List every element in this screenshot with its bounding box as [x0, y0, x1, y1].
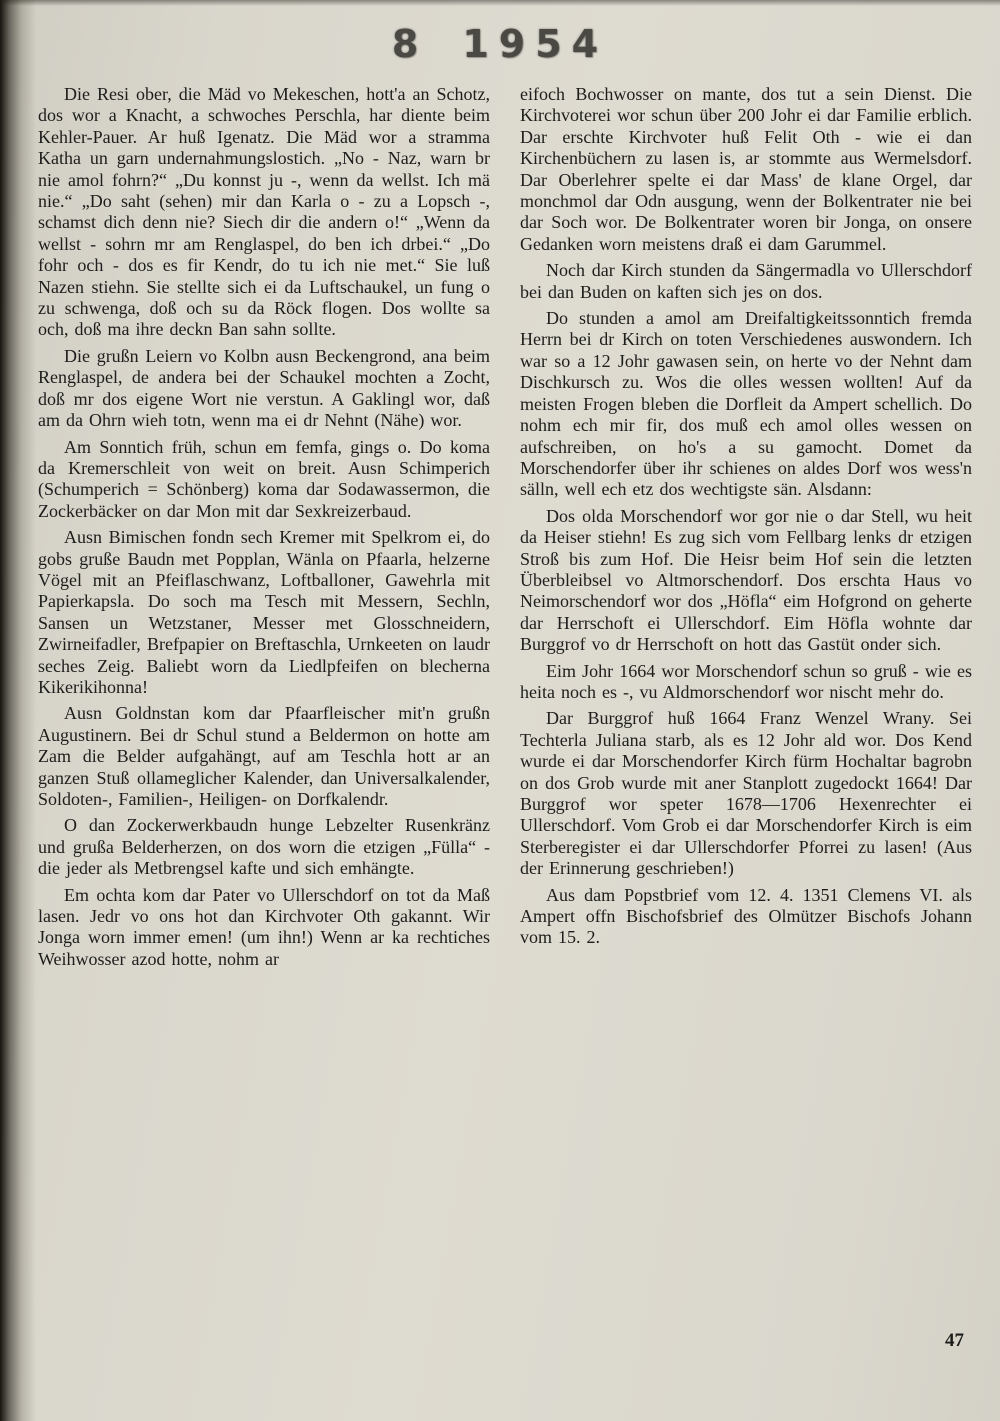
paragraph: Ausn Goldnstan kom dar Pfaarfleischer mit'n grußn Augustinern. Bei dr Schul stund a Beldermon on hotte am Zam die Belder aufgahängt, auf am Teschla hott ar an ganzen Stuß ollameglicher Kalender, dan Universalkalender, Soldoten-, Familien-, Heiligen- on Dorfkalendr. [38, 703, 490, 809]
page-number: 47 [945, 1330, 964, 1351]
paragraph: Ausn Bimischen fondn sech Kremer mit Spelkrom ei, do gobs gruße Baudn met Popplan, Wänla on Pfaarla, helzerne Vögel mit an Pfeiflaschwanz, Loftballoner, Gawehrla mit Papierkapsla. Do soch ma Tesch mit Messern, Sechln, Sansen un Wetzstaner, Messer met Glosschneidern, Zwirneifadler, Brefpapier on Breftaschla, Urnkeeten on laudr seches Zeig. Baliebt worn da Liedlpfeifen on blecherna Kikerikihonna! [38, 527, 490, 697]
paragraph: Am Sonntich früh, schun em femfa, gings o. Do koma da Kremerschleit von weit on breit. Ausn Schimperich (Schumperich = Schönberg) koma dar Sodawassermon, die Zockerbäcker on dar Mon mit dar Sexkreizerbaud. [38, 436, 490, 521]
paragraph: O dan Zockerwerkbaudn hunge Lebzelter Rusenkränz und grußa Belderherzen, on dos worn die etzigen „Fülla“ - die jeder als Metbrengsel kafte und sich emhängte. [38, 815, 490, 879]
paragraph: eifoch Bochwosser on mante, dos tut a sein Dienst. Die Kirchvoterei wor schun über 200 Johr ei dar Familie erblich. Dar erschte Kirchvoter huß Felit Oth - wie ei dan Kirchenbüchern zu lasen is, ar stommte aus Wermelsdorf. Dar Oberlehrer spelte ei dar Mass' de klane Orgel, dar monchmol dar Odn ausgung, wenn der Bolkentrater nie bei dar Soch wor. De Bolkentrater woren bir Jonga, on onsere Gedanken worn meistens draß ei dam Garummel. [520, 84, 972, 254]
paragraph: Aus dam Popstbrief vom 12. 4. 1351 Clemens VI. als Ampert offn Bischofsbrief des Olmützer Bischofs Johann vom 15. 2. [520, 884, 972, 948]
paragraph: Noch dar Kirch stunden da Sängermadla vo Ullerschdorf bei dan Buden on kaften sich jes on dos. [520, 260, 972, 302]
left-column [38, 84, 490, 975]
header-stamp [0, 22, 1000, 66]
paragraph: Dos olda Morschendorf wor gor nie o dar Stell, wu heit da Heiser stiehn! Es zug sich vom Fellbarg lenks dr etzigen Stroß bis zum Hof. Die Heisr beim Hof sein die letzten Überbleibsel vo Altmorschendorf. Dos erschta Haus vo Neimorschendorf wor dos „Höfla“ eim Hofgrond on geherte dar Herrschoft ei Ullerschdorf. Eim Höfla wohnte dar Burggrof vo dr Herrschoft on hott das Gastüt onder sich. [520, 505, 972, 655]
paragraph: Do stunden a amol am Dreifaltigkeitssonntich fremda Herrn bei dr Kirch on toten Verschiedenes auswondern. Ich war so a 12 Johr gawasen sein, on herte vo der Nehnt dam Dischkursch zu. Wos die olles wessen wollten! Auf da meisten Frogen bleben die Dorfleit da Ampert schellich. Do nohm ech mir fir, dos muß ech amol olles wessen on aufschreiben, on ho's a su gamocht. Domet da Morschendorfer über ihr schienes on aldes Dorf wos wess'n sälln, well ech etz dos wechtigste sän. Alsdann: [520, 308, 972, 500]
right-column [520, 84, 972, 975]
paragraph: Die grußn Leiern vo Kolbn ausn Beckengrond, ana beim Renglaspel, de andera bei der Schaukel mochten a Zocht, doß mr dos eigene Wort nie verstun. A Gaklingl wor, daß am da Ohrn wieh totn, wenn ma ei dr Nehnt (Nähe) wor. [38, 345, 490, 431]
paragraph: Eim Johr 1664 wor Morschendorf schun so gruß - wie es heita noch es -, vu Aldmorschendorf wor nischt mehr do. [520, 660, 972, 702]
book-gutter-shadow [0, 0, 36, 1421]
header-stamp-number: 8 [391, 22, 421, 66]
page-content [38, 84, 972, 975]
scan-edge-shadow [0, 0, 1000, 6]
paragraph: Die Resi ober, die Mäd vo Mekeschen, hott'a an Schotz, dos wor a Knacht, a schwoches Perschla, har diente beim Kehler-Pauer. Ar huß Igenatz. Die Mäd wor a stramma Katha un garn undernahmungslostich. „No - Naz, warn br nie amol fohrn?“ „Du konnst ju -, wenn da wellst. Ich mä nie.“ „Do saht (sehen) mir dan Karla o - zu a Lopsch -, schamst dich denn nie? Siech dir die andern o!“ „Wenn da wellst - sohrn mr am Renglaspel, do ben ich drbei.“ „Do fohr och - dos es fir Kendr, do tu ich nie met.“ Sie luß Nazen stiehn. Sie stellte sich ei da Luftschaukel, un fung o zu schwenga, doß och su da Röck flogen. Dos wollte sa och, doß ma ihre deckn Ban sahn sollte. [38, 84, 490, 340]
paragraph: Dar Burggrof huß 1664 Franz Wenzel Wrany. Sei Techterla Juliana starb, als es 12 Johr ald wor. Dos Kend wurde ei dar Morschendorfer Kirch fürm Hochaltar bagrobn on dos Grob wurde mit aner Stanplott zugedockt 1664! Dar Burggrof wor speter 1678—1706 Hexenrechter ei Ullerschdorf. Vom Grob ei dar Morschendorfer Kirch is eim Sterberegister ei dar Ullerschdorfer Pforrei zu lasen! (Aus der Erinnerung geschrieben!) [520, 708, 972, 879]
header-stamp-year: 1954 [462, 22, 609, 66]
paragraph: Em ochta kom dar Pater vo Ullerschdorf on tot da Maß lasen. Jedr vo ons hot dan Kirchvoter Oth gakannt. Wir Jonga worn immer emen! (um ihn!) Wenn ar ka rechtiches Weihwosser azod hotte, nohm ar [38, 884, 490, 969]
